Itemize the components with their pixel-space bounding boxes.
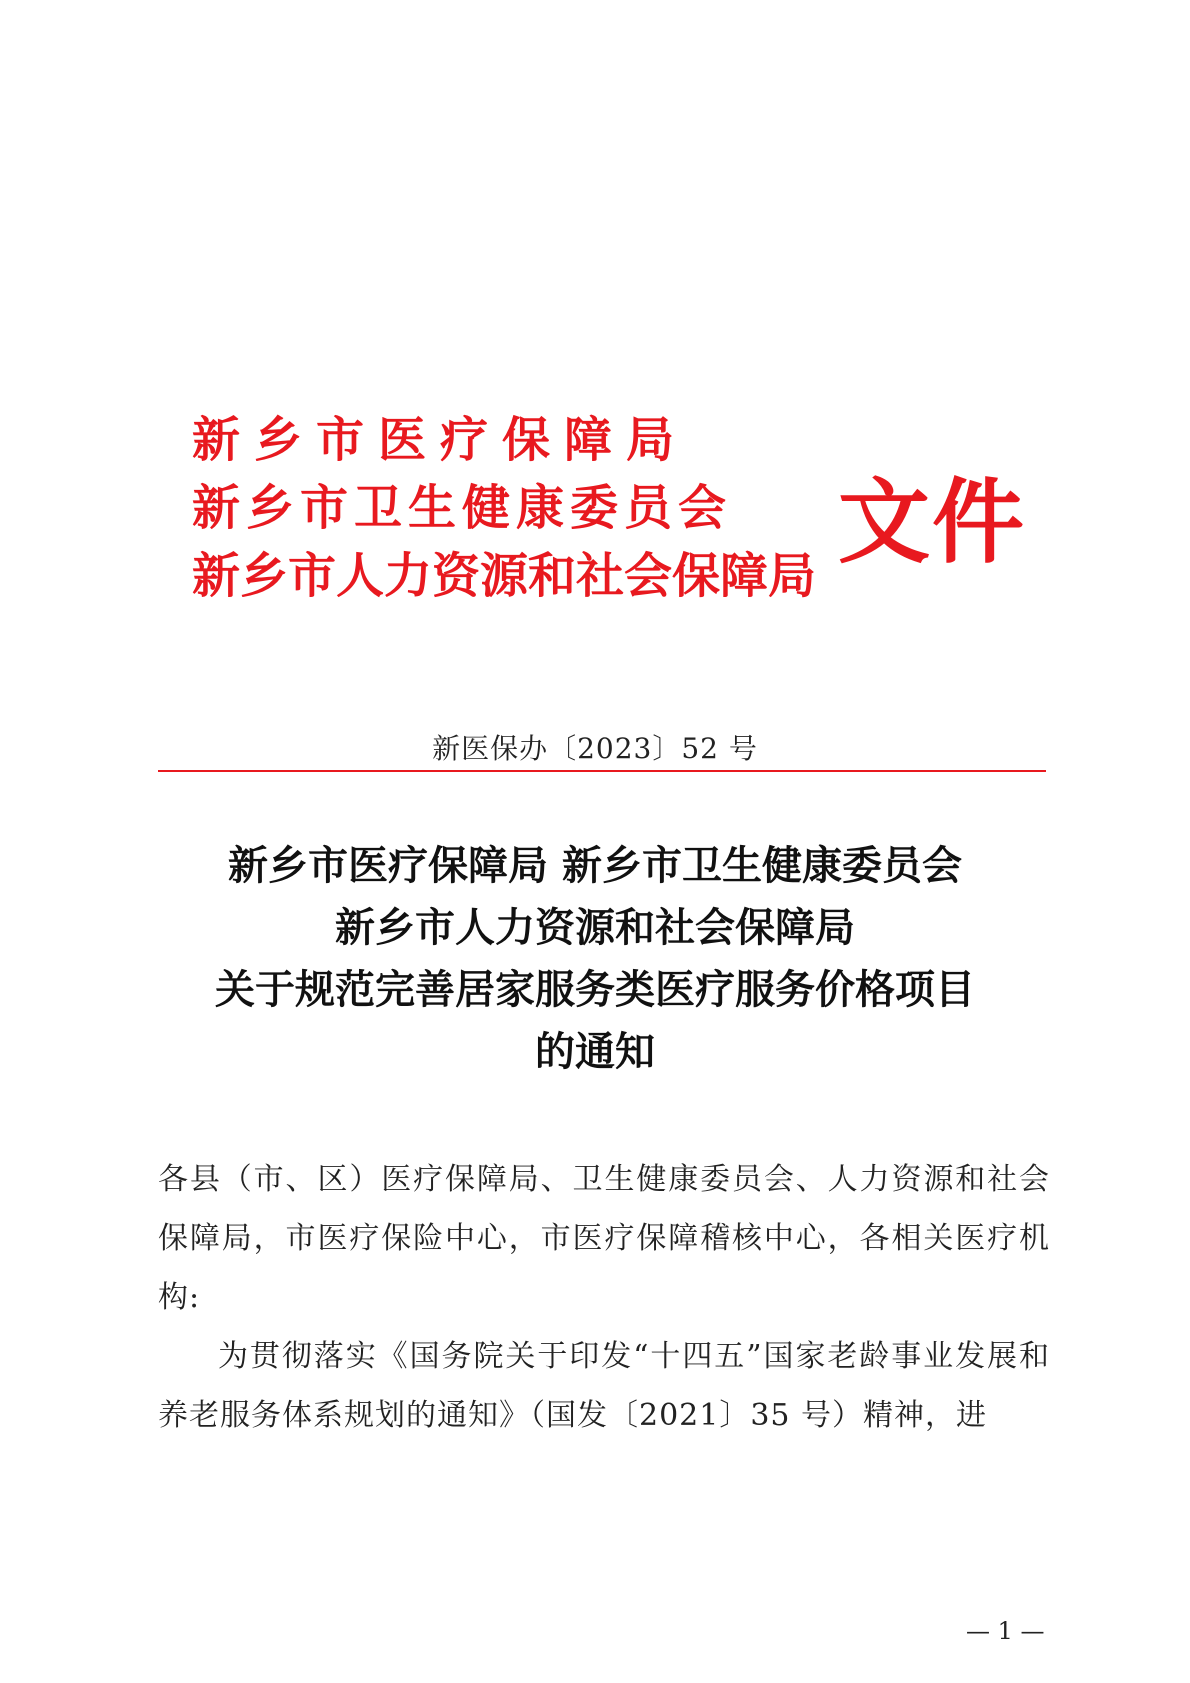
document-title — [0, 835, 1190, 1083]
doc-type-label: 文件 — [838, 468, 1027, 576]
title-line: 新乡市医疗保障局 新乡市卫生健康委员会 — [228, 842, 962, 889]
page-number: — 1 — — [966, 1617, 1045, 1645]
red-divider-line — [158, 770, 1046, 772]
agency-name-health-commission: 新乡市卫生健康委员会 — [192, 480, 733, 536]
agency-name-medical-security: 新乡市医疗保障局 — [192, 412, 689, 468]
agency-name-human-resources: 新乡市人力资源和社会保障局 — [192, 548, 817, 604]
addressee-text: 各县（市、区）医疗保障局、卫生健康委员会、人力资源和社会保障局，市医疗保险中心，市医疗保障稽核中心，各相关医疗机构: — [158, 1162, 1050, 1315]
body-paragraph: 为贯彻落实《国务院关于印发“十四五”国家老龄事业发展和养老服务体系规划的通知》（国发〔2021〕35 号）精神，进 — [158, 1339, 1050, 1433]
document-number: 新医保办〔2023〕52 号 — [432, 732, 758, 765]
title-line: 新乡市人力资源和社会保障局 — [335, 904, 855, 951]
title-line: 关于规范完善居家服务类医疗服务价格项目 — [215, 966, 975, 1013]
title-line: 的通知 — [535, 1028, 655, 1075]
